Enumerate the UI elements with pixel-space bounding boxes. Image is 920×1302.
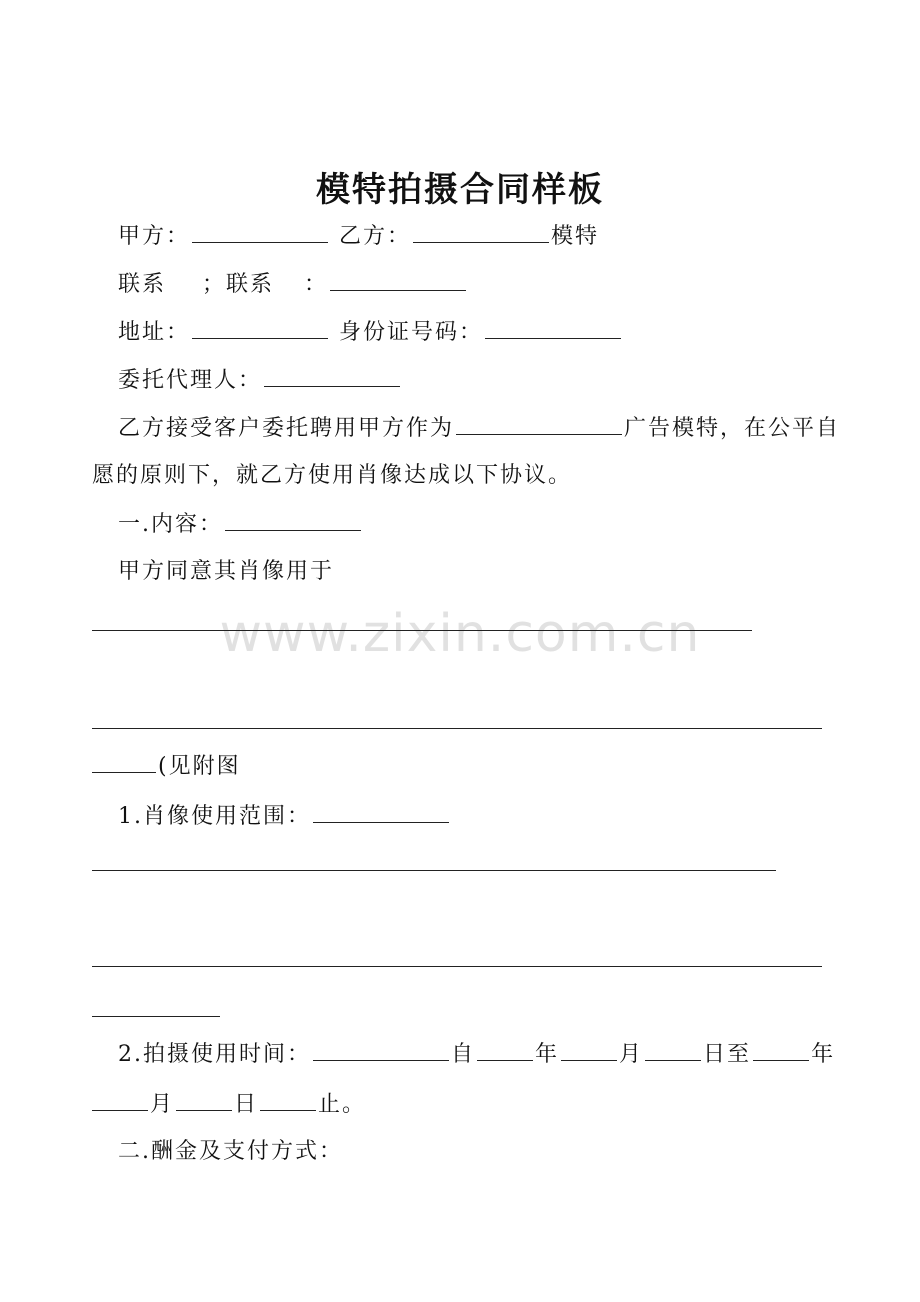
year-text-2: 年 bbox=[811, 1042, 836, 1067]
contact-a-label: 联系 bbox=[118, 272, 167, 297]
scope-blank-line-1[interactable] bbox=[92, 870, 776, 871]
year-text: 年 bbox=[535, 1042, 560, 1067]
start-year-blank[interactable] bbox=[477, 1040, 533, 1061]
agreement-paragraph-line1 bbox=[118, 414, 840, 443]
end-day-blank[interactable] bbox=[176, 1090, 232, 1111]
agreement-text-2: 广告模特，在公平自 bbox=[624, 416, 841, 441]
address-blank[interactable] bbox=[192, 318, 328, 339]
agreement-paragraph-line2: 愿的原则下，就乙方使用肖像达成以下协议。 bbox=[92, 463, 573, 488]
content-blank[interactable] bbox=[225, 510, 361, 531]
see-attachment-line bbox=[92, 752, 241, 781]
start-month-blank[interactable] bbox=[561, 1040, 617, 1061]
usage-blank-tail[interactable] bbox=[92, 752, 156, 773]
usage-blank-line-1[interactable] bbox=[92, 630, 752, 631]
day-to-text: 日至 bbox=[703, 1042, 752, 1067]
from-text: 自 bbox=[451, 1042, 476, 1067]
start-day-blank[interactable] bbox=[645, 1040, 701, 1061]
section-two-heading: 二.酬金及支付方式： bbox=[118, 1139, 343, 1164]
document-title: 模特拍摄合同样板 bbox=[316, 170, 604, 210]
item-two-label: 2.拍摄使用时间： bbox=[118, 1042, 311, 1067]
agent-label: 委托代理人： bbox=[118, 368, 263, 393]
item-two-line bbox=[118, 1040, 835, 1069]
time-blank[interactable] bbox=[313, 1040, 449, 1061]
party-b-label: 乙方： bbox=[339, 224, 412, 249]
party-a-blank[interactable] bbox=[192, 222, 328, 243]
end-month-blank[interactable] bbox=[92, 1090, 148, 1111]
month-text: 月 bbox=[619, 1042, 644, 1067]
contact-b-label: ；联系 bbox=[202, 272, 275, 297]
address-line bbox=[118, 318, 623, 347]
contact-blank[interactable] bbox=[330, 270, 466, 291]
address-label: 地址： bbox=[118, 320, 191, 345]
contact-line bbox=[118, 270, 468, 299]
month-text-2: 月 bbox=[150, 1092, 175, 1117]
usage-blank-line-2[interactable] bbox=[92, 728, 822, 729]
see-attachment-text: (见附图 bbox=[158, 754, 241, 779]
agent-line bbox=[118, 366, 402, 395]
usage-intro: 甲方同意其肖像用于 bbox=[118, 559, 335, 584]
item-two-line-2 bbox=[92, 1090, 366, 1119]
scope-blank-line-3[interactable] bbox=[92, 1016, 220, 1017]
section-one-line bbox=[118, 510, 363, 539]
scope-blank-line-2[interactable] bbox=[92, 966, 822, 967]
contact-colon: ： bbox=[304, 272, 329, 297]
parties-line bbox=[118, 222, 599, 251]
section-one-heading: 一.内容： bbox=[118, 512, 223, 537]
agreement-text-1: 乙方接受客户委托聘用甲方作为 bbox=[118, 416, 455, 441]
party-a-label: 甲方： bbox=[118, 224, 191, 249]
watermark: www.zixin.com.cn bbox=[219, 604, 701, 664]
id-number-blank[interactable] bbox=[485, 318, 621, 339]
agent-blank[interactable] bbox=[264, 366, 400, 387]
ad-model-blank[interactable] bbox=[456, 414, 622, 435]
end-text: 止。 bbox=[318, 1092, 367, 1117]
end-year-blank[interactable] bbox=[753, 1040, 809, 1061]
day-text-2: 日 bbox=[234, 1092, 259, 1117]
party-b-blank[interactable] bbox=[413, 222, 549, 243]
id-number-label: 身份证号码： bbox=[339, 320, 484, 345]
item-one-line bbox=[118, 802, 451, 831]
end-extra-blank[interactable] bbox=[260, 1090, 316, 1111]
model-label: 模特 bbox=[551, 224, 600, 249]
scope-blank[interactable] bbox=[313, 802, 449, 823]
item-one-label: 1.肖像使用范围： bbox=[118, 804, 311, 829]
